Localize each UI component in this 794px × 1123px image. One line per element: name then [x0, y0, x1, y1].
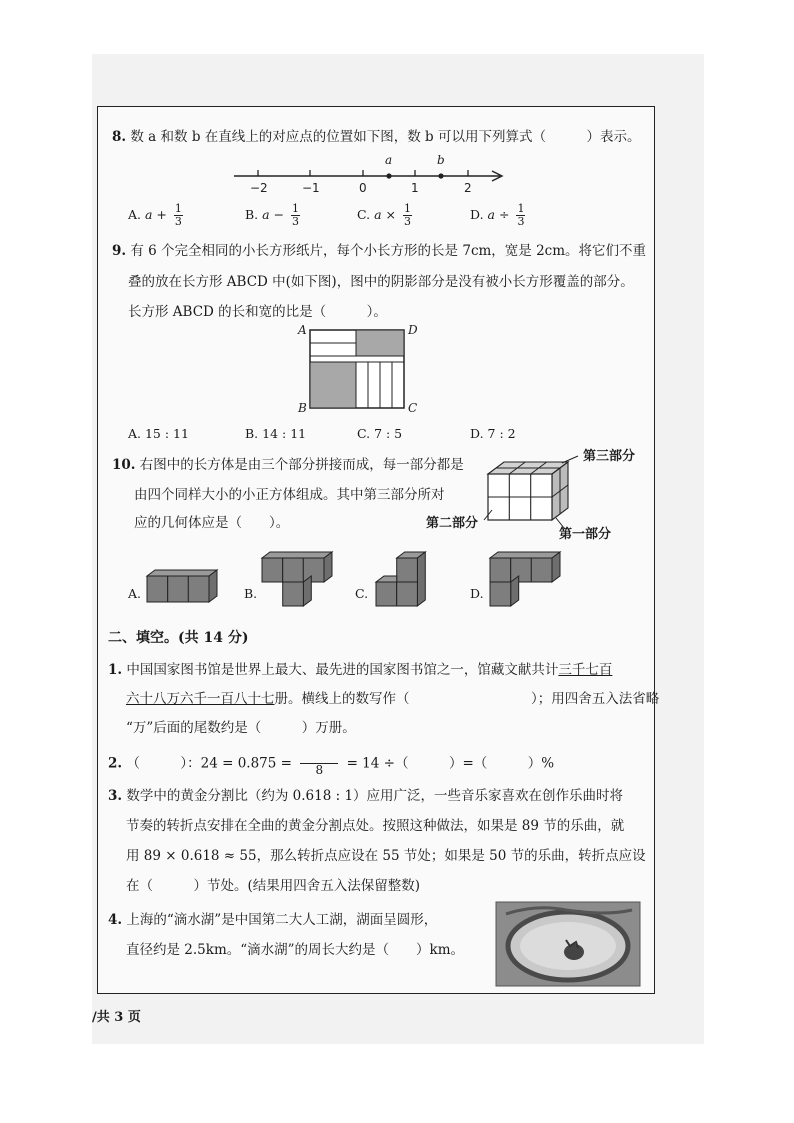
fraction-denominator: 3 [517, 215, 525, 228]
fraction-denominator: 8 [315, 763, 324, 777]
q9-line1 [112, 245, 646, 259]
point-b-dot [438, 173, 443, 178]
point-a-label: a [385, 153, 393, 167]
f1-number: 1. [108, 662, 123, 678]
f2-text-post: = 14 ÷（ ）=（ ）% [346, 755, 555, 772]
fraction [516, 203, 525, 228]
corner-b-label: B [298, 401, 307, 415]
f3-line3: 用 89 × 0.618 ≈ 55，那么转折点应设在 55 节处；如果是 50 节的乐曲，转折点应设 [126, 848, 646, 864]
q8-option-c[interactable] [357, 203, 412, 228]
q10-line1 [112, 459, 464, 473]
tick-label-1: 1 [411, 181, 419, 195]
page-footer: /共 3 页 [92, 1010, 141, 1025]
f1-line2 [126, 693, 659, 707]
f1-line3: “万”后面的尾数约是（ ）万册。 [126, 720, 356, 736]
shape-option-d [486, 548, 566, 606]
point-b-label: b [437, 153, 445, 167]
label-part1: 第一部分 [559, 527, 612, 542]
rectangle-abcd-figure [296, 322, 426, 422]
q8-option-b[interactable] [245, 203, 300, 228]
option-letter: A. [128, 207, 142, 222]
corner-a-label: A [298, 323, 307, 337]
f2-number: 2. [108, 755, 123, 772]
lake-photo [496, 902, 640, 986]
fraction-denominator: 3 [403, 215, 411, 228]
q9-line3: 长方形 ABCD 的长和宽的比是（ ）。 [128, 304, 387, 320]
q10-option-a[interactable]: A. [128, 586, 142, 601]
f3-line2: 节奏的转折点安排在全曲的黄金分割点处。按照这种做法，如果是 89 节的乐曲，就 [126, 818, 625, 834]
number-line [230, 148, 520, 198]
q10-text-line1: 右图中的长方体是由三个部分拼接而成，每一部分都是 [139, 457, 464, 473]
shape-option-a [143, 566, 223, 606]
f3-line1 [108, 790, 623, 804]
fraction-numerator: 1 [517, 202, 525, 215]
tick-label-neg1: −1 [302, 181, 320, 195]
q8-number: 8. [112, 129, 127, 145]
tick-label-2: 2 [464, 181, 472, 195]
fraction-numerator: 1 [403, 202, 411, 215]
f4-line1 [108, 914, 437, 928]
fraction-denominator: 3 [292, 215, 300, 228]
f4-text-line1: 上海的“滴水湖”是中国第二大人工湖，湖面呈圆形， [126, 912, 438, 928]
number-line-ticks [258, 170, 468, 176]
option-expression: a − [262, 207, 285, 222]
q9-option-a[interactable]: A. 15 : 11 [128, 426, 189, 441]
f4-number: 4. [108, 912, 123, 928]
f1-underlined-number-part1: 三千七百 [558, 662, 613, 678]
q8-option-d[interactable] [470, 203, 525, 228]
q9-option-c[interactable]: C. 7 : 5 [357, 426, 403, 441]
fraction-numerator: 1 [292, 202, 300, 215]
q10-line3: 应的几何体应是（ ）。 [134, 515, 290, 531]
f1-underlined-number-part2: 六十八万六千一百八十七 [126, 691, 275, 707]
f3-line4: 在（ ）节处。(结果用四舍五入法保留整数) [126, 878, 421, 894]
label-part3: 第三部分 [583, 449, 636, 464]
f1-text-line1: 中国国家图书馆是世界上最大、最先进的国家图书馆之一，馆藏文献共计 [126, 662, 559, 678]
f2-text-pre: （ ）：24 = 0.875 = [126, 755, 292, 772]
f3-text-line1: 数学中的黄金分割比（约为 0.618 : 1）应用广泛，一些音乐家喜欢在创作乐曲时将 [126, 788, 624, 804]
q9-text-line1: 有 6 个完全相同的小长方形纸片，每个小长方形的长是 7cm，宽是 2cm。将它们不重 [130, 243, 647, 259]
fraction-denominator: 3 [174, 215, 182, 228]
fraction [403, 203, 412, 228]
f3-number: 3. [108, 788, 123, 804]
f1-text-line2: 册。横线上的数写作（ ）；用四舍五入法省略 [274, 691, 660, 707]
q9-option-b[interactable]: B. 14 : 11 [245, 426, 307, 441]
corner-c-label: C [408, 401, 418, 415]
tick-label-neg2: −2 [250, 181, 268, 195]
q8-text [112, 131, 640, 145]
shaded-area-top [356, 330, 404, 356]
f2-fraction [300, 752, 338, 776]
f2-line [108, 752, 554, 776]
point-a-dot [386, 173, 391, 178]
option-expression: a ÷ [487, 207, 510, 222]
q9-option-d[interactable]: D. 7 : 2 [470, 426, 516, 441]
shaded-area-left [310, 362, 356, 408]
shape-option-b [258, 548, 338, 606]
q9-line2: 叠的放在长方形 ABCD 中(如下图)，图中的阴影部分是没有被小长方形覆盖的部分。 [128, 274, 634, 290]
q10-option-d[interactable]: D. [470, 586, 484, 601]
shape-option-c [372, 548, 452, 606]
corner-d-label: D [408, 323, 418, 337]
f4-line2: 直径约是 2.5km。“滴水湖”的周长大约是（ ）km。 [126, 942, 465, 958]
fraction-numerator: 1 [174, 202, 182, 215]
option-letter: D. [470, 207, 484, 222]
option-letter: B. [245, 207, 259, 222]
option-letter: C. [357, 207, 371, 222]
q10-option-c[interactable]: C. [355, 586, 369, 601]
cuboid-figure [480, 448, 580, 528]
section-title: 二、填空。(共 14 分) [108, 630, 249, 646]
q10-option-b[interactable]: B. [244, 586, 258, 601]
q10-number: 10. [112, 457, 136, 473]
option-expression: a + [145, 207, 167, 222]
tick-label-0: 0 [359, 181, 367, 195]
option-expression: a × [374, 207, 396, 222]
f1-line1 [108, 664, 612, 678]
q10-line2: 由四个同样大小的小正方体组成。其中第三部分所对 [134, 487, 445, 503]
q8-option-a[interactable] [128, 203, 183, 228]
q8-stem: 数 a 和数 b 在直线上的对应点的位置如下图，数 b 可以用下列算式（ ）表示。 [130, 129, 641, 145]
q9-number: 9. [112, 243, 127, 259]
fraction [174, 203, 183, 228]
fraction [291, 203, 300, 228]
label-part2: 第二部分 [426, 516, 479, 531]
